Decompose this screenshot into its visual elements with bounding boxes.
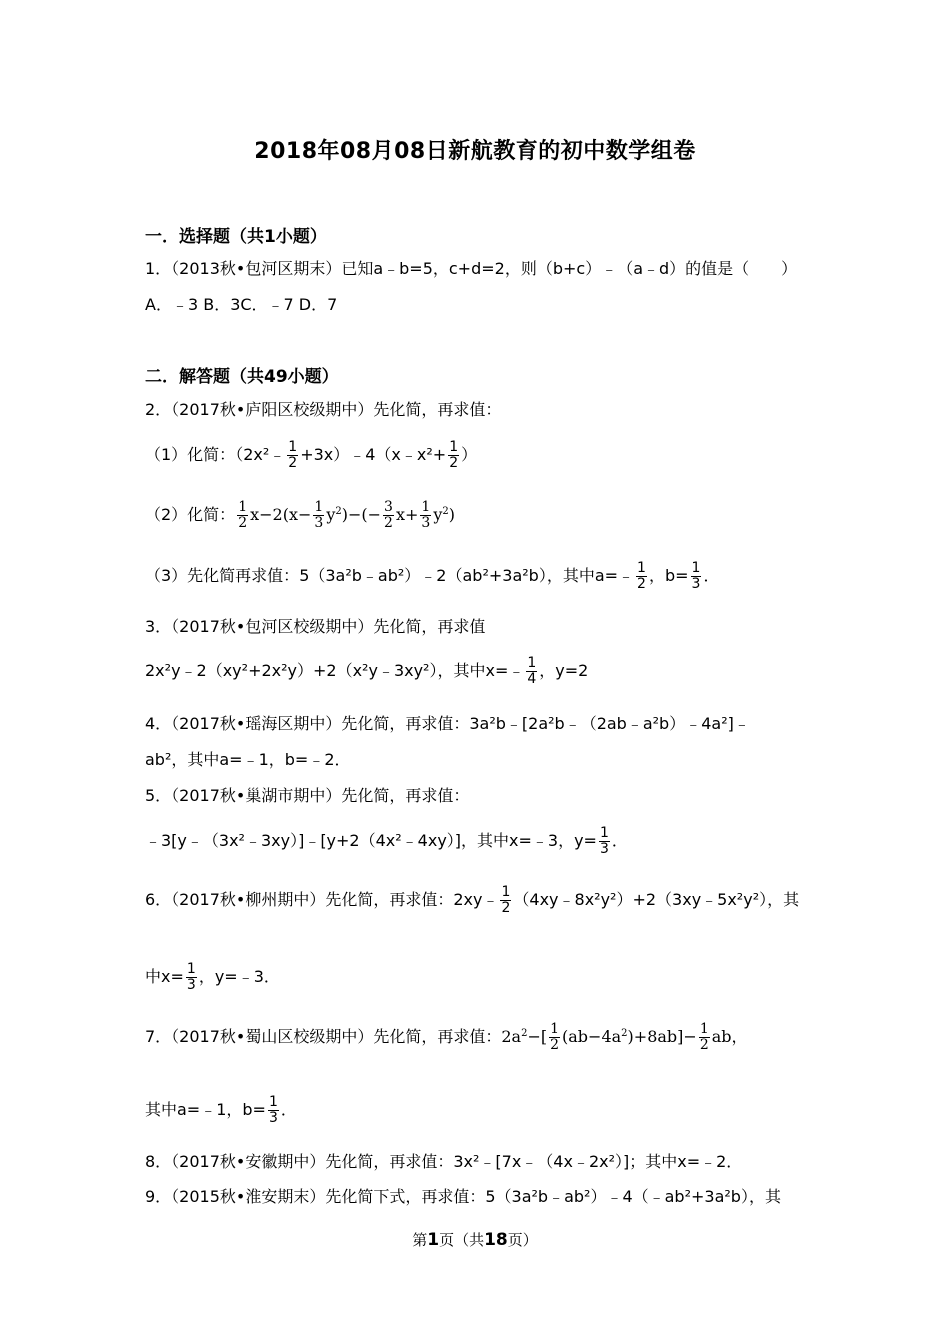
question-6: 6．（2017秋•柳州期中）先化简，再求值：2xy﹣ $\frac{1}{2}$ （4xy﹣8x²y²）+2（3xy﹣5x²y²），其: [145, 884, 800, 916]
section-heading-choice: 一．选择题（共1小题）: [145, 227, 327, 247]
page-footer: 第1页（共18页）: [412, 1230, 538, 1250]
question-5-expression: ﹣3[y﹣（3x²﹣3xy）]﹣[y+2（4x²﹣4xy）]，其中x=﹣3，y= $\frac{1}{3}$ ．: [145, 825, 628, 857]
question-2-part-1: （1）化简：（2x²﹣ $\frac{1}{2}$ +3x）﹣4（x﹣x²+ $\frac{1}{2}$ ）: [145, 439, 478, 471]
question-8: 8．（2017秋•安徽期中）先化简，再求值：3x²﹣[7x﹣（4x﹣2x²）]；其中x=﹣2．: [145, 1152, 743, 1171]
section-heading-answer: 二．解答题（共49小题）: [145, 367, 339, 387]
question-3-expression: 2x²y﹣2（xy²+2x²y）+2（x²y﹣3xy²），其中x=﹣ $\frac{1}{4}$ ，y=2: [145, 655, 589, 687]
question-6-continued: 中x= $\frac{1}{3}$ ，y=﹣3．: [145, 961, 280, 993]
question-3-intro: 3．（2017秋•包河区校级期中）先化简，再求值: [145, 617, 486, 636]
question-2-part-2: （2）化简： $\frac{1}{2}$ x−2(x− $\frac{1}{3}$ $y^2)-(-$ $\frac{3}{2}$ x+ $\frac{1}{3}$ $y^2$): [145, 499, 455, 531]
question-1: 1．（2013秋•包河区期末）已知a﹣b=5，c+d=2，则（b+c）﹣（a﹣d）的值是（ ）: [145, 259, 798, 278]
current-page-number: 1: [427, 1230, 440, 1250]
question-7: 7．（2017秋•蜀山区校级期中）先化简，再求值：$2a^2-$[ $\frac{1}{2}$ $(ab-4a^2)+8ab]-$ $\frac{1}{2}$ ab，: [145, 1021, 748, 1053]
question-5-intro: 5．（2017秋•巢湖市期中）先化简，再求值：: [145, 786, 470, 805]
question-9: 9．（2015秋•淮安期末）先化简下式，再求值：5（3a²b﹣ab²）﹣4（﹣ab²+3a²b），其: [145, 1187, 781, 1206]
question-4-line-2: ab²，其中a=﹣1，b=﹣2．: [145, 750, 351, 769]
question-2-intro: 2．（2017秋•庐阳区校级期中）先化简，再求值：: [145, 400, 502, 419]
page-title: 2018年08月08日新航教育的初中数学组卷: [254, 139, 696, 164]
question-1-options: A．﹣3 B．3C．﹣7 D．7: [145, 295, 338, 314]
question-4-line-1: 4．（2017秋•瑶海区期中）先化简，再求值：3a²b﹣[2a²b﹣（2ab﹣a²b）﹣4a²]﹣: [145, 714, 750, 733]
total-page-number: 18: [484, 1230, 508, 1250]
question-7-continued: 其中a=﹣1，b= $\frac{1}{3}$ ．: [145, 1094, 297, 1126]
question-2-part-3: （3）先化简再求值：5（3a²b﹣ab²）﹣2（ab²+3a²b），其中a=﹣ $\frac{1}{2}$ ，b= $\frac{1}{3}$ ．: [145, 560, 720, 592]
